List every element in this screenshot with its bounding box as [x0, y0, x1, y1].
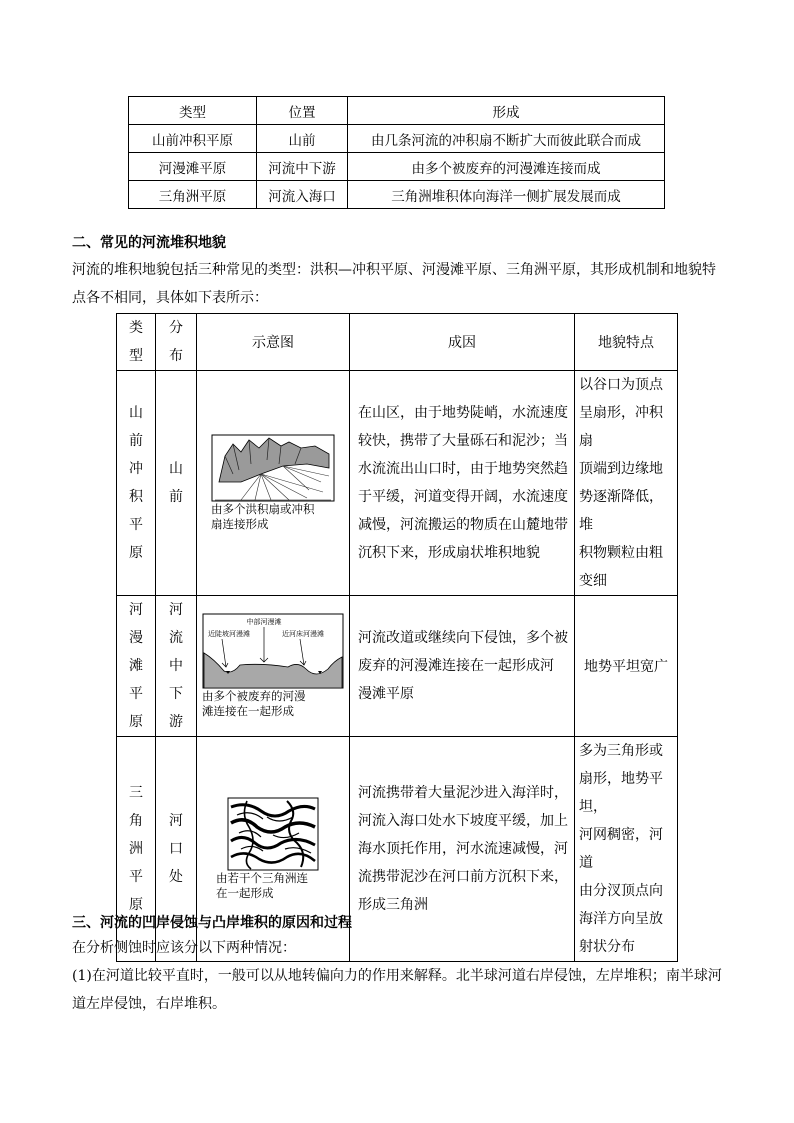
diagram-caption: 由若干个三角洲连 在一起形成 [216, 871, 308, 900]
header-distribution: 分 布 [156, 314, 197, 371]
paragraph-line: 点各不相同，具体如下表所示： [72, 290, 268, 306]
cell-type: 三 角 洲 平 原 [117, 737, 156, 962]
cell-feature: 以谷口为顶点 呈扇形，冲积扇 顶端到边缘地 势逐渐降低，堆 积物颗粒由粗 变细 [575, 371, 678, 596]
delta-diagram [227, 797, 319, 871]
cell-feature: 多为三角形或 扇形，地势平坦， 河网稠密，河道 由分汊顶点向 海洋方向呈放 射状分布 [575, 737, 678, 962]
cell-type: 山前冲积平原 [129, 125, 257, 153]
cell-cause: 在山区，由于地势陡峭，水流速度 较快，携带了大量砾石和泥沙；当 水流流出山口时，由于地势突然趋 于平缓，河道变得开阔，水流速度 减慢，河流搬运的物质在山麓地带 沉积下来，形成扇状堆积地貌 [350, 371, 575, 596]
header-location: 位置 [257, 97, 348, 125]
section-paragraph [72, 934, 732, 1018]
cell-diagram [197, 371, 350, 596]
table-row [129, 153, 665, 181]
table-header-row [117, 314, 678, 371]
header-feature: 地貌特点 [575, 314, 678, 371]
cell-location: 河流中下游 [257, 153, 348, 181]
section-heading: 三、河流的凹岸侵蚀与凸岸堆积的原因和过程 [72, 915, 352, 931]
table-row [129, 125, 665, 153]
floodplain-diagram [202, 613, 344, 689]
floodplain-label-left: 近陡坡河漫滩 [208, 630, 250, 638]
paragraph-line: 在分析侧蚀时应该分以下两种情况： [72, 940, 296, 956]
cell-location: 山前 [257, 125, 348, 153]
table-row [117, 371, 678, 596]
cell-feature: 地势平坦宽广 [575, 596, 678, 737]
cell-type: 三角洲平原 [129, 181, 257, 209]
cell-type: 山 前 冲 积 平 原 [117, 371, 156, 596]
cell-type: 河漫滩平原 [129, 153, 257, 181]
deposition-landforms-table [116, 313, 678, 962]
cell-formation: 由多个被废弃的河漫滩连接而成 [348, 153, 665, 181]
header-formation: 形成 [348, 97, 665, 125]
table-row [129, 181, 665, 209]
paragraph-line: (1)在河道比较平直时，一般可以从地转偏向力的作用来解释。北半球河道右岸侵蚀，左岸堆积；南半球河 [72, 968, 722, 984]
cell-distribution: 河 口 处 [156, 737, 197, 962]
header-cause: 成因 [350, 314, 575, 371]
plain-types-summary-table [128, 96, 665, 209]
cell-location: 河流入海口 [257, 181, 348, 209]
cell-distribution: 河 流 中 下 游 [156, 596, 197, 737]
section-heading: 二、常见的河流堆积地貌 [72, 235, 226, 251]
alluvial-fan-diagram [211, 434, 335, 502]
section-paragraph [72, 256, 732, 312]
floodplain-label-right: 近河床河漫滩 [282, 630, 324, 638]
header-diagram: 示意图 [197, 314, 350, 371]
table-row [117, 596, 678, 737]
table-header-row [129, 97, 665, 125]
floodplain-label-middle: 中部河漫滩 [246, 618, 282, 626]
cell-formation: 三角洲堆积体向海洋一侧扩展发展而成 [348, 181, 665, 209]
cell-diagram [197, 596, 350, 737]
cell-cause: 河流携带着大量泥沙进入海洋时， 河流入海口处水下坡度平缓，加上 海水顶托作用，河水流速减慢，河 流携带泥沙在河口前方沉积下来， 形成三角洲 [350, 737, 575, 962]
header-type: 类 型 [117, 314, 156, 371]
cell-type: 河 漫 滩 平 原 [117, 596, 156, 737]
cell-formation: 由几条河流的冲积扇不断扩大而彼此联合而成 [348, 125, 665, 153]
diagram-caption: 由多个被废弃的河漫 滩连接在一起形成 [202, 689, 306, 718]
header-type: 类型 [129, 97, 257, 125]
diagram-caption: 由多个洪积扇或冲积 扇连接形成 [211, 502, 315, 531]
cell-distribution: 山 前 [156, 371, 197, 596]
paragraph-line: 道左岸侵蚀，右岸堆积。 [72, 996, 226, 1012]
paragraph-line: 河流的堆积地貌包括三种常见的类型：洪积—冲积平原、河漫滩平原、三角洲平原，其形成机制和地貌特 [72, 262, 716, 278]
cell-cause: 河流改道或继续向下侵蚀，多个被 废弃的河漫滩连接在一起形成河 漫滩平原 [350, 596, 575, 737]
